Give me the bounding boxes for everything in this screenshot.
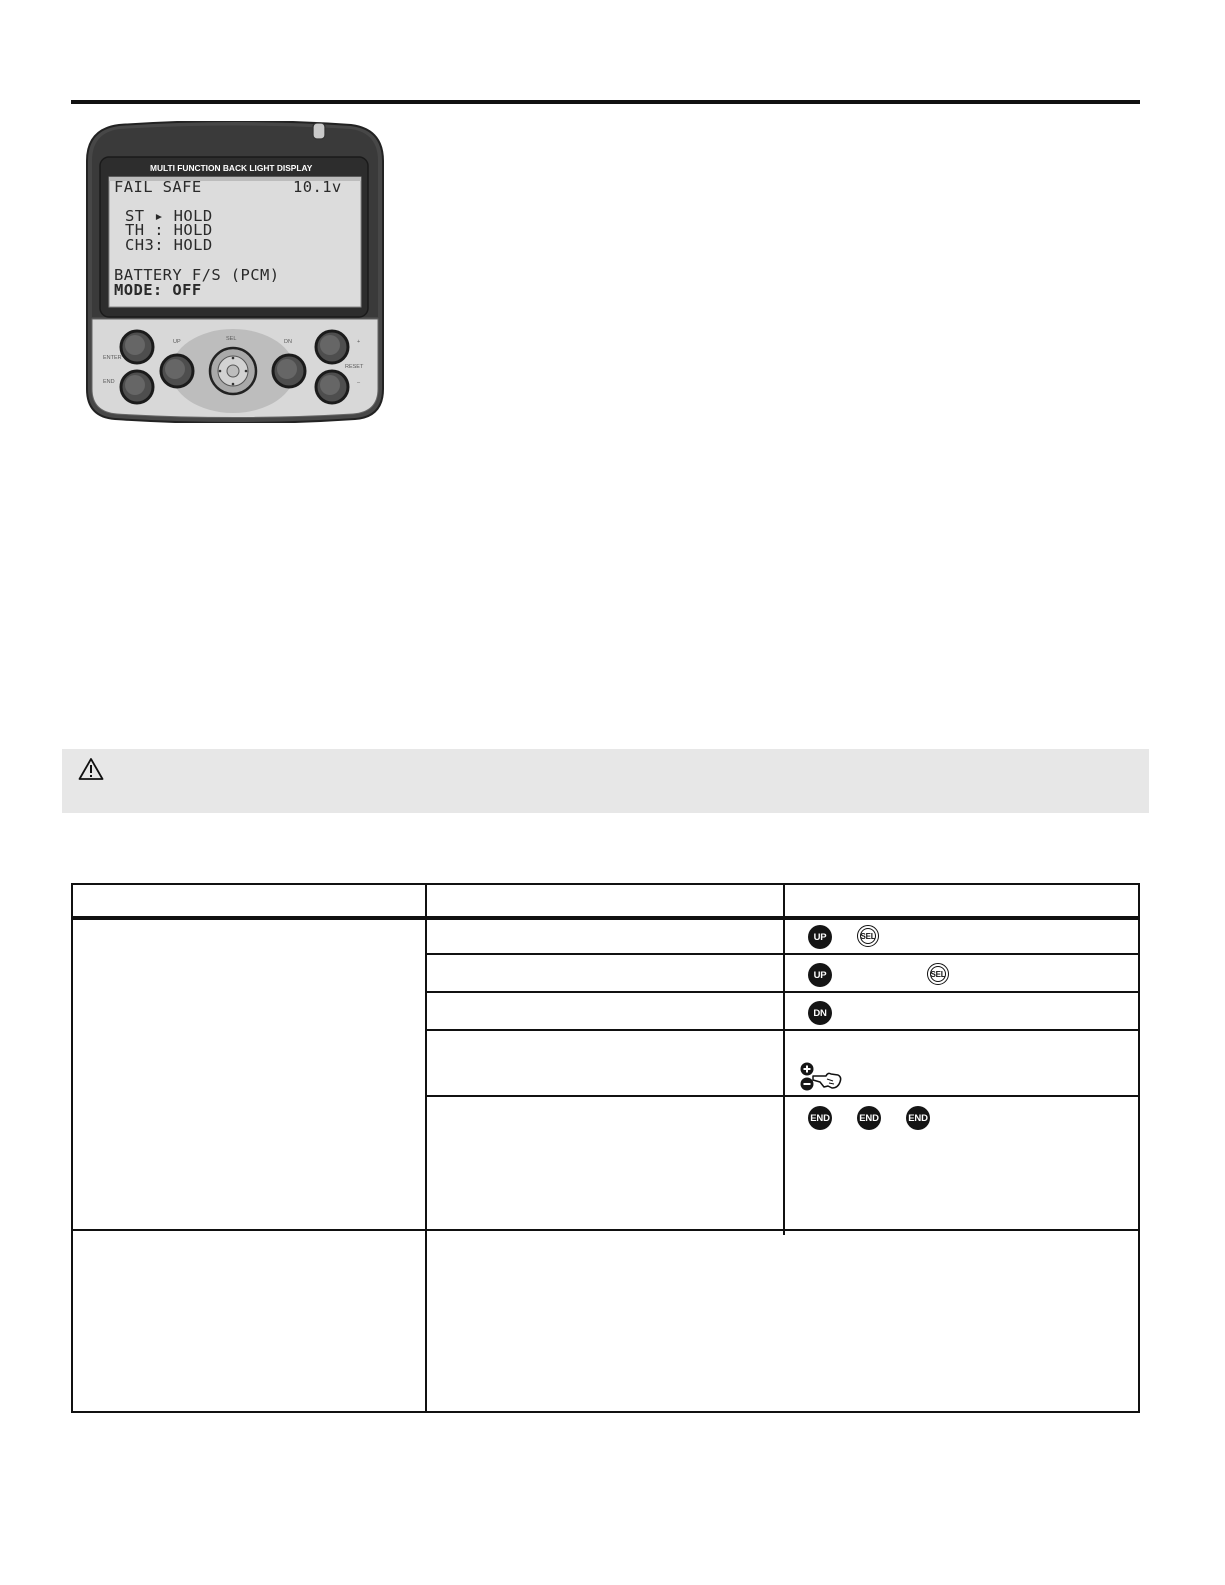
enter-key[interactable] xyxy=(121,331,153,363)
table-header-rule xyxy=(71,916,1140,920)
row-rule xyxy=(425,991,1140,993)
key-label-plus: + xyxy=(357,339,361,345)
plus-minus-key-icon xyxy=(800,1061,844,1093)
column-divider-1 xyxy=(425,883,427,1413)
end-button-icon: END xyxy=(857,1106,881,1130)
key-label-sel: SEL xyxy=(226,336,237,342)
select-dial[interactable] xyxy=(210,348,256,394)
row-rule xyxy=(71,1229,1140,1231)
key-label-up: UP xyxy=(173,339,181,345)
table-right-border xyxy=(1138,883,1140,1413)
warning-triangle-icon xyxy=(78,757,104,781)
lcd-line-throttle: TH : HOLD xyxy=(125,221,213,239)
end-button-icon: END xyxy=(906,1106,930,1130)
sel-button-icon: SEL xyxy=(927,963,949,985)
lcd-line-ch3: CH3: HOLD xyxy=(125,236,213,254)
end-key[interactable] xyxy=(121,371,153,403)
key-label-enter: ENTER xyxy=(103,355,122,361)
lcd-voltage: 10.1v xyxy=(293,178,342,196)
transmitter-illustration xyxy=(85,121,385,423)
up-button-icon: UP xyxy=(808,925,832,949)
row-rule xyxy=(425,1029,1140,1031)
key-label-minus: – xyxy=(357,380,361,386)
up-key[interactable] xyxy=(161,355,193,387)
row-rule xyxy=(425,1095,1140,1097)
display-header: MULTI FUNCTION BACK LIGHT DISPLAY xyxy=(150,163,313,173)
lcd-mode: MODE: OFF xyxy=(114,281,202,299)
dn-button-icon: DN xyxy=(808,1001,832,1025)
key-label-end: END xyxy=(103,379,115,385)
down-key[interactable] xyxy=(273,355,305,387)
minus-reset-key[interactable] xyxy=(316,371,348,403)
table-bottom-border xyxy=(71,1411,1140,1413)
lcd-line-steering: ST ▸ HOLD xyxy=(125,207,213,225)
warning-box xyxy=(62,749,1149,813)
programming-steps-table xyxy=(71,883,1140,1413)
lcd-title: FAIL SAFE xyxy=(114,178,202,196)
end-button-icon: END xyxy=(808,1106,832,1130)
key-label-reset: RESET xyxy=(345,364,364,370)
table-left-border xyxy=(71,883,73,1413)
header-rule xyxy=(71,100,1140,104)
row-rule xyxy=(425,953,1140,955)
plus-key[interactable] xyxy=(316,331,348,363)
table-top-border xyxy=(71,883,1140,885)
column-divider-2 xyxy=(783,883,785,1235)
sel-button-icon: SEL xyxy=(857,925,879,947)
up-button-icon: UP xyxy=(808,963,832,987)
lcd-battery-failsafe: BATTERY F/S (PCM) xyxy=(114,266,280,284)
key-label-dn: DN xyxy=(284,339,292,345)
